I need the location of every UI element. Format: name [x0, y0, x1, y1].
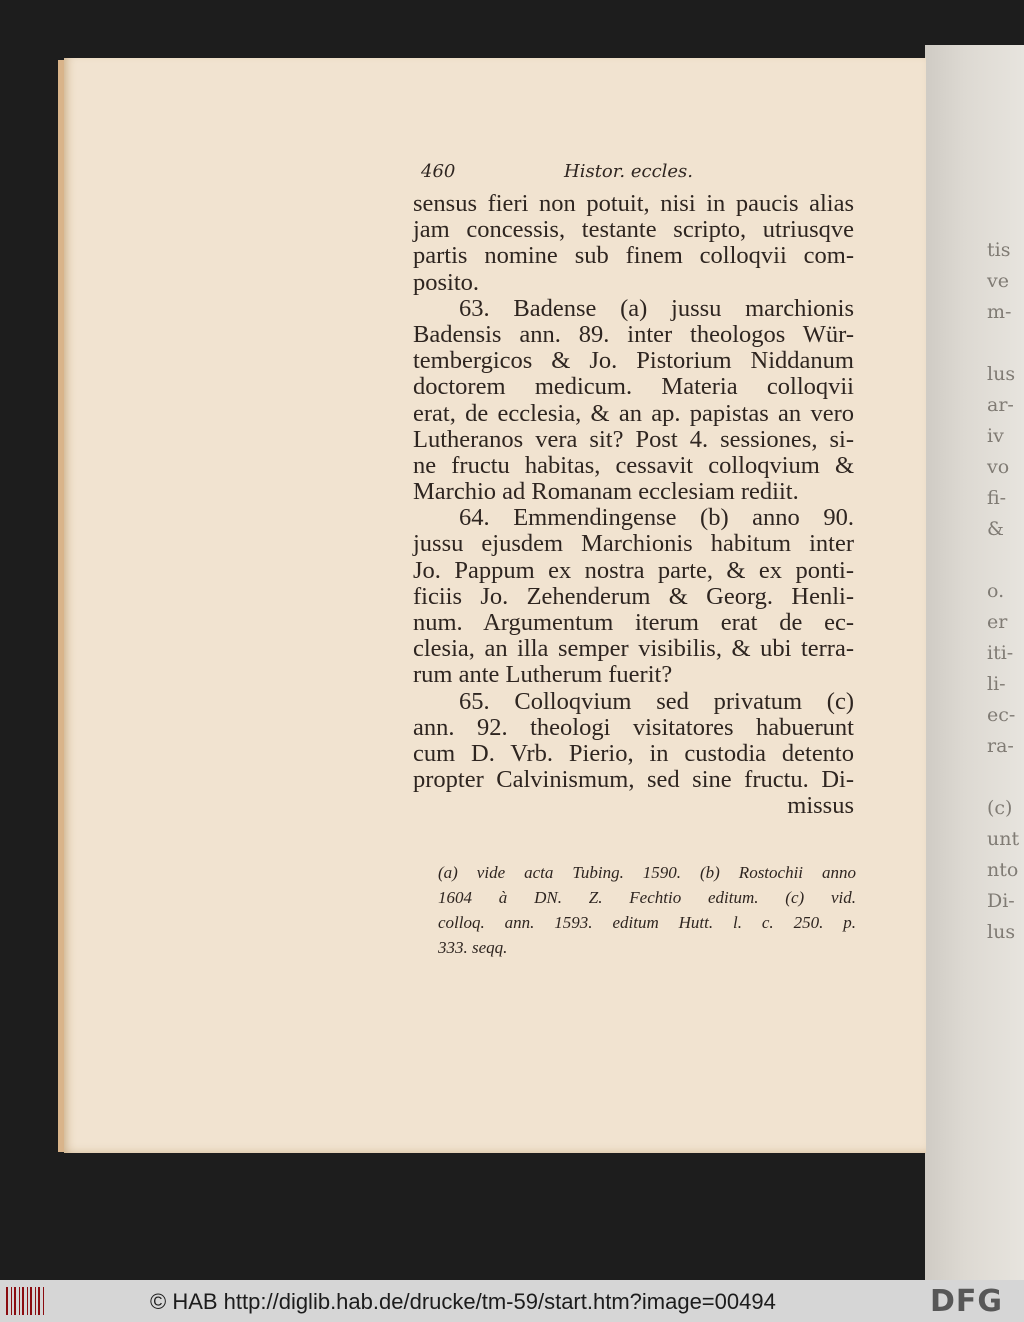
text-line: jussu ejusdem Marchionis habitum inter	[413, 530, 854, 558]
text-line: num. Argumentum iterum erat de ec-	[413, 609, 854, 636]
adjacent-page-text: tis ve m- lus ar- iv vo fi- & o. er iti- li- ec- ra- (c) unt nto Di- lus	[987, 239, 1020, 943]
text-line: Marchio ad Romanam ecclesiam rediit.	[413, 478, 799, 506]
page-number: 460	[421, 161, 456, 182]
text-line: partis nomine sub finem colloqvii com-	[413, 242, 854, 270]
text-line: rum ante Lutherum fuerit?	[413, 661, 673, 689]
text-line: ann. 92. theologi visitatores habuerunt	[413, 713, 854, 741]
text-line: ne fructu habitas, cessavit colloqvium &	[413, 451, 854, 479]
dfg-logo: DFG	[930, 1284, 1004, 1319]
text-line: propter Calvinismum, sed sine fructu. Di-	[413, 766, 854, 794]
footnote-line: colloq. ann. 1593. editum Hutt. l. c. 250. p.	[438, 913, 856, 932]
text-line: cum D. Vrb. Pierio, in custodia detento	[413, 739, 854, 767]
body-text	[413, 191, 854, 820]
footer-bar	[0, 1280, 1024, 1322]
hab-logo-icon	[6, 1287, 46, 1315]
text-line: ficiis Jo. Zehenderum & Georg. Henli-	[413, 582, 854, 610]
text-line: missus	[787, 792, 854, 820]
footnote-line: 1604 à DN. Z. Fechtio editum. (c) vid.	[438, 888, 856, 907]
text-line: 63. Badense (a) jussu marchionis	[459, 294, 854, 322]
text-line: sensus fieri non potuit, nisi in paucis alias	[413, 190, 854, 217]
text-line: doctorem medicum. Materia colloqvii	[413, 373, 854, 401]
text-line: 65. Colloqvium sed privatum (c)	[459, 687, 854, 715]
running-title: Histor. eccles.	[564, 161, 694, 182]
adjacent-page	[925, 45, 1024, 1280]
text-line: erat, de ecclesia, & an ap. papistas an vero	[413, 399, 854, 427]
copyright-link[interactable]: © HAB http://diglib.hab.de/drucke/tm-59/start.htm?image=00494	[150, 1289, 776, 1314]
text-line: Lutheranos vera sit? Post 4. sessiones, si-	[413, 425, 854, 453]
text-line: Jo. Pappum ex nostra parte, & ex ponti-	[413, 556, 854, 584]
footnotes	[438, 860, 856, 960]
footnote-line: (a) vide acta Tubing. 1590. (b) Rostochii anno	[438, 863, 856, 882]
footnote-line: 333. seqq.	[438, 938, 508, 957]
text-line: posito.	[413, 268, 480, 296]
running-head	[421, 161, 861, 185]
text-line: tembergicos & Jo. Pistorium Niddanum	[413, 347, 854, 375]
text-line: 64. Emmendingense (b) anno 90.	[459, 504, 854, 532]
text-line: clesia, an illa semper visibilis, & ubi terra-	[413, 635, 854, 663]
text-line: Badensis ann. 89. inter theologos Wür-	[413, 320, 854, 348]
text-line: jam concessis, testante scripto, utriusqve	[413, 216, 854, 244]
